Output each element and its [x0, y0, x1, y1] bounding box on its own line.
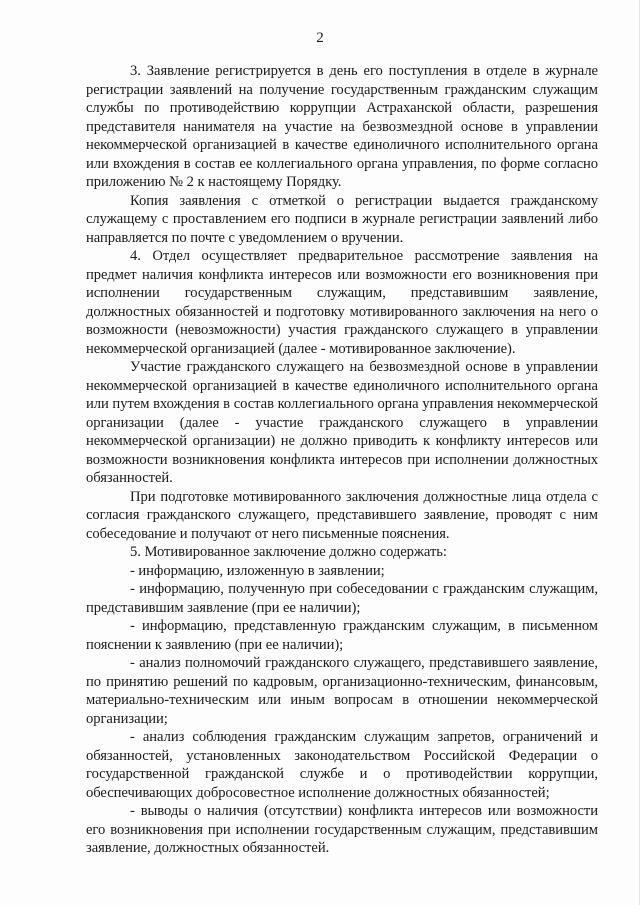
- list-item-conclusions: - выводы о наличия (отсутствии) конфликта интересов или возможности его возникновения при исполнении государственным служащим, представившим заявление, должностных обязанностей.: [86, 803, 598, 856]
- document-body: [86, 62, 598, 858]
- paragraph-registration-copy: Копия заявления с отметкой о регистрации выдается гражданскому служащему с проставлением его подписи в журнале регистрации заявлений либо направляется по почте с уведомлением о вручении.: [86, 192, 598, 246]
- list-item-application-info: - информацию, изложенную в заявлении;: [130, 562, 385, 579]
- list-item-authority-analysis: - анализ полномочий гражданского служащего, представившего заявление, по принятию решений по кадровым, организационно-техническим, финансовым, материально-техническим или иным вопросам в отношении некоммерческой организации;: [86, 655, 598, 727]
- page-number: 2: [316, 30, 324, 46]
- list-item-written-explanation: - информацию, представленную гражданским служащим, в письменном пояснении к заявлению (при ее наличии);: [86, 618, 598, 653]
- paragraph-item-5: 5. Мотивированное заключение должно содержать:: [130, 544, 447, 560]
- list-item-interview-info: - информацию, полученную при собеседовании с гражданским служащим, представившим заявление (при ее наличии);: [86, 581, 598, 616]
- paragraph-interview: При подготовке мотивированного заключения должностные лица отдела с согласия гражданского служащего, представившего заявление, проводят с ним собеседование и получают от него письменные пояснения.: [86, 488, 598, 542]
- paragraph-participation-rule: Участие гражданского служащего на безвозмездной основе в управлении некоммерческой организацией в качестве единоличного исполнительного органа или путем вхождения в состав коллегиального органа управления некоммерческой организации (далее - участие гражданского служащего в управлении некоммерческой организации) не должно приводить к конфликту интересов или возможности возникновения конфликта интересов при исполнении должностных обязанностей.: [86, 359, 598, 486]
- paragraph-item-3: 3. Заявление регистрируется в день его поступления в отделе в журнале регистрации заявлений на получение государственным гражданским служащим службы по противодействию коррупции Астраханской области, разрешения представителя нанимателя на участие на безвозмездной основе в управлении некоммерческой организацией в качестве единоличного исполнительного органа или вхождения в состав ее коллегиального органа управления, по форме согласно приложению № 2 к настоящему Порядку.: [86, 63, 598, 190]
- paragraph-item-4: 4. Отдел осуществляет предварительное рассмотрение заявления на предмет наличия конфликта интересов или возможности его возникновения при исполнении государственным служащим, представившим заявление, должностных обязанностей и подготовку мотивированного заключения на него о возможности (невозможности) участия гражданского служащего в управлении некоммерческой организацией (далее - мотивированное заключение).: [86, 248, 598, 357]
- list-item-compliance-analysis: - анализ соблюдения гражданским служащим запретов, ограничений и обязанностей, установленных законодательством Российской Федерации о государственной гражданской службе и о противодействии коррупции, обеспечивающих добросовестное исполнение должностных обязанностей;: [86, 729, 598, 801]
